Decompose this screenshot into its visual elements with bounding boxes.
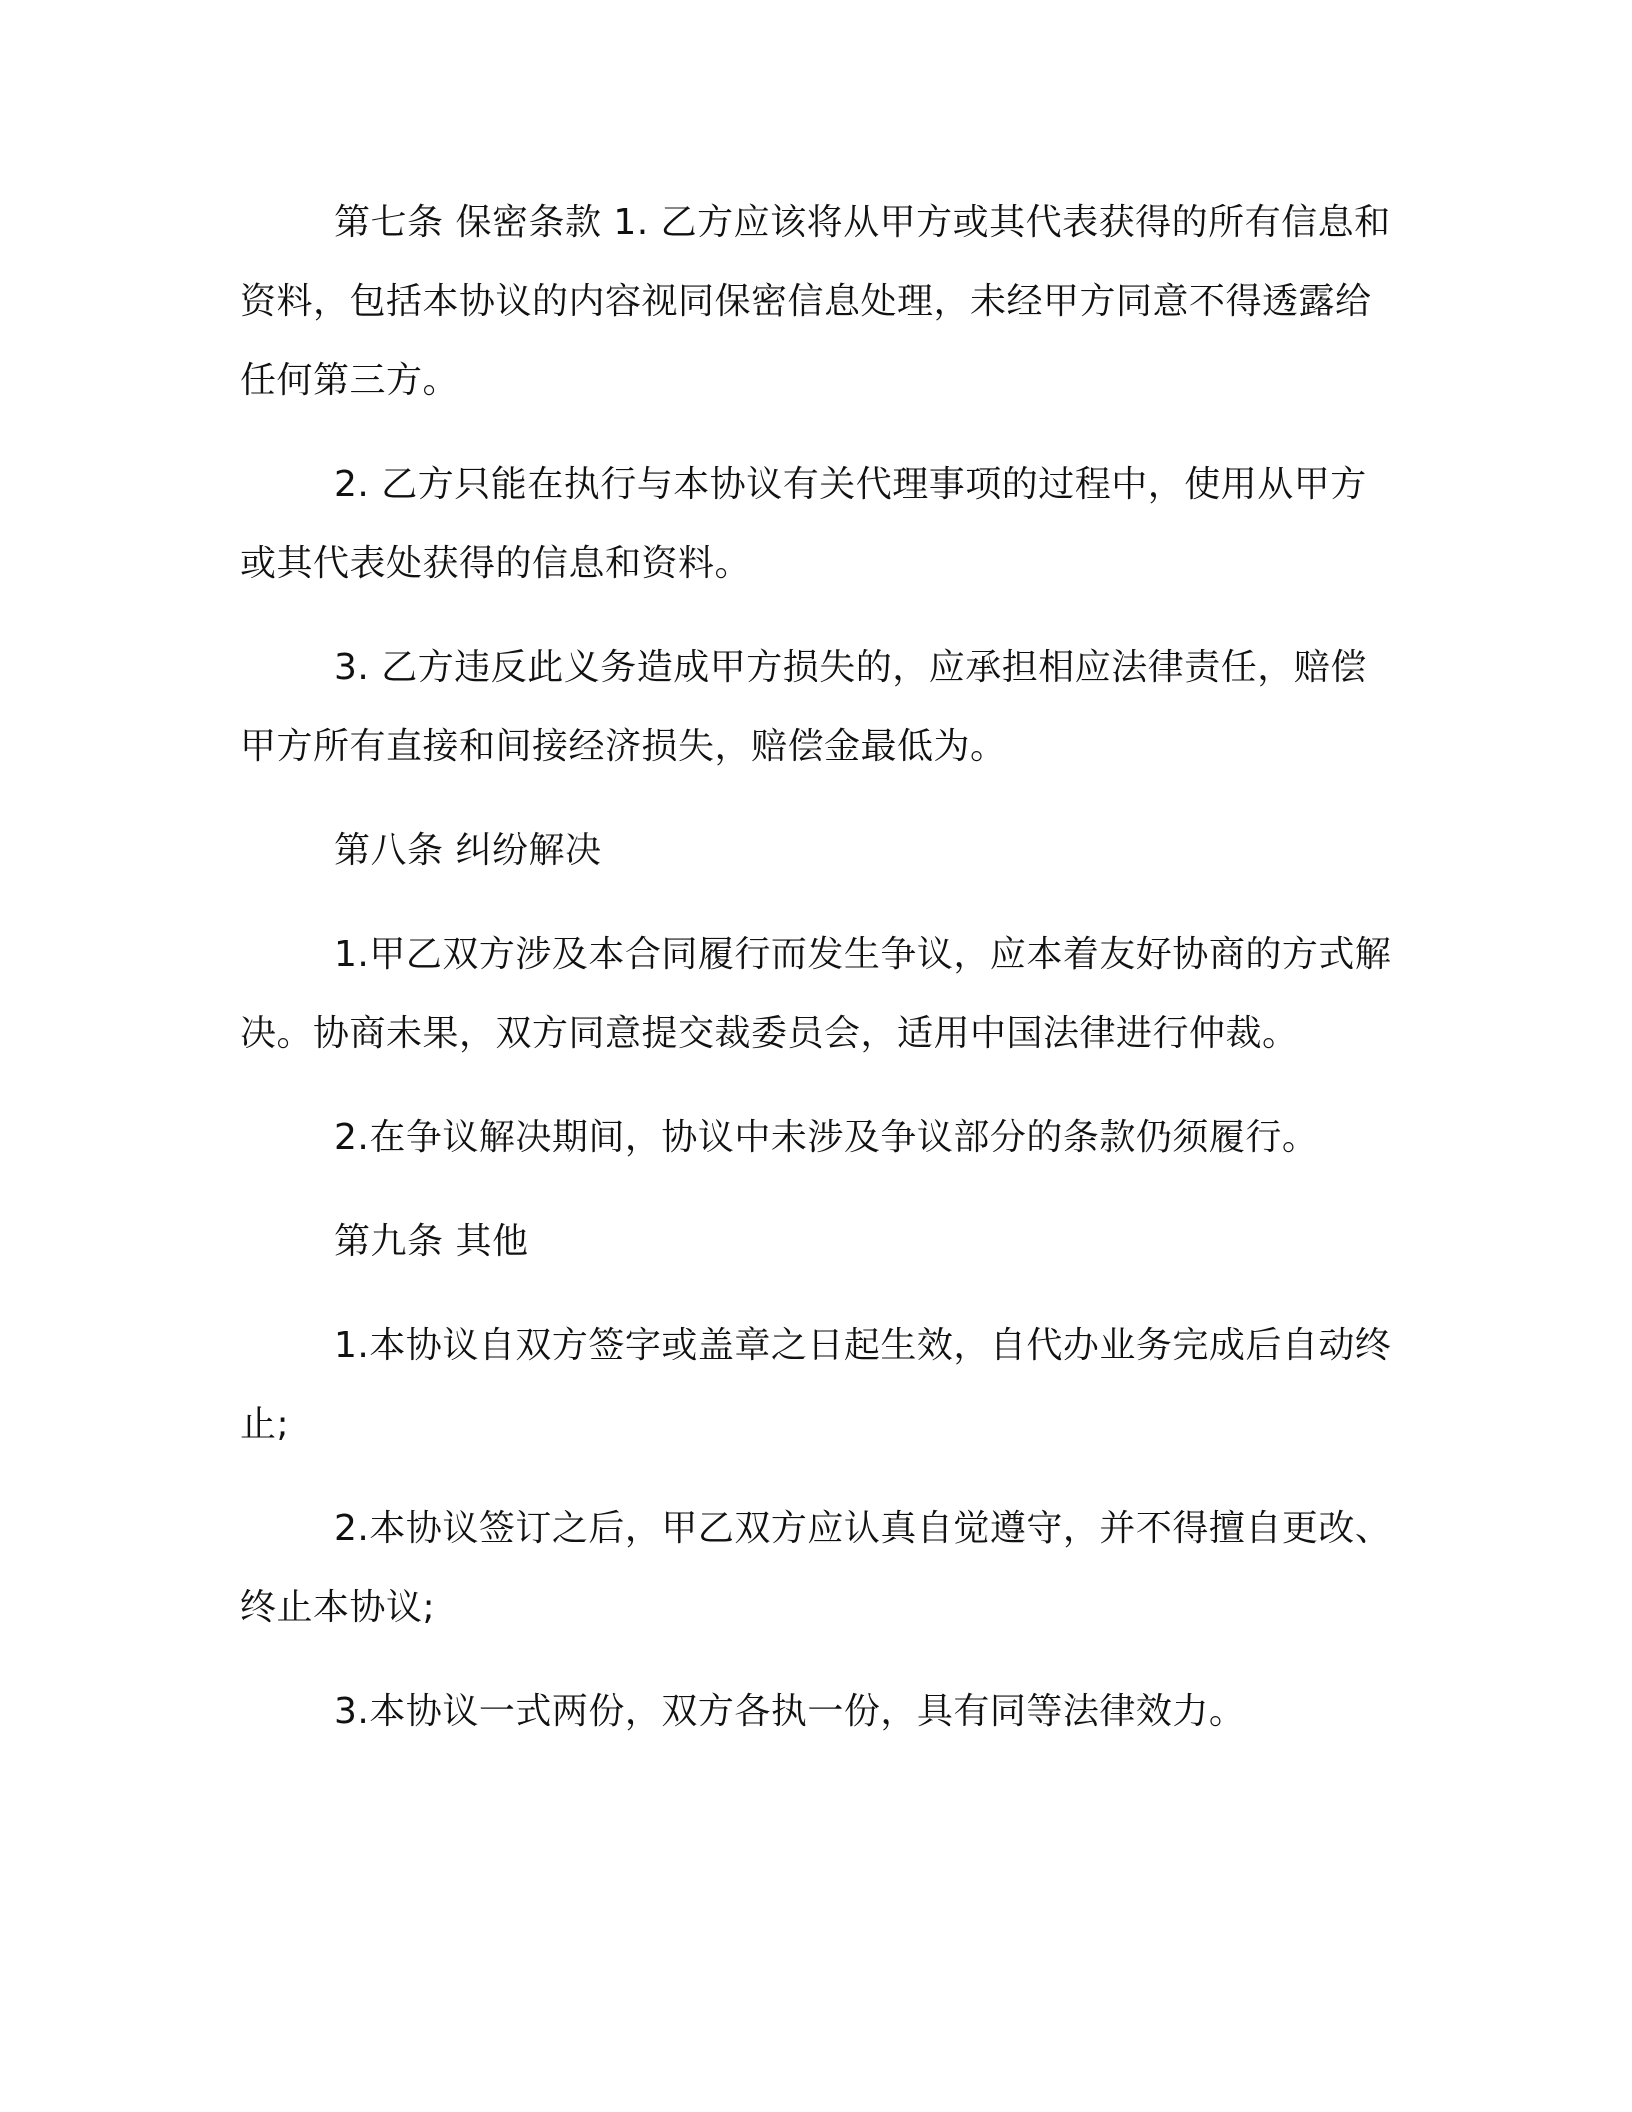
article-9-heading: 第九条 其他 <box>334 1221 529 1262</box>
article-7-clause-2: 2. 乙方只能在执行与本协议有关代理事项的过程中，使用从甲方或其代表处获得的信息和资料。 <box>240 464 1367 584</box>
article-7-clause-3: 3. 乙方违反此义务造成甲方损失的，应承担相应法律责任，赔偿甲方所有直接和间接经济损失，赔偿金最低为。 <box>240 647 1367 767</box>
article-9-clause-3: 3.本协议一式两份，双方各执一份，具有同等法律效力。 <box>334 1691 1246 1732</box>
article-8-clause-2: 2.在争议解决期间，协议中未涉及争议部分的条款仍须履行。 <box>334 1117 1319 1158</box>
document-body <box>240 183 1400 1776</box>
article-9-clause-1: 1.本协议自双方签字或盖章之日起生效，自代办业务完成后自动终止; <box>240 1325 1392 1445</box>
article-7-confidentiality-clause-1: 第七条 保密条款 1. 乙方应该将从甲方或其代表获得的所有信息和资料，包括本协议的内容视同保密信息处理，未经甲方同意不得透露给任何第三方。 <box>240 202 1391 401</box>
article-9-clause-2: 2.本协议签订之后，甲乙双方应认真自觉遵守，并不得擅自更改、终止本协议; <box>240 1508 1392 1628</box>
article-8-heading: 第八条 纠纷解决 <box>334 830 602 871</box>
article-8-clause-1: 1.甲乙双方涉及本合同履行而发生争议，应本着友好协商的方式解决。协商未果，双方同意提交裁委员会，适用中国法律进行仲裁。 <box>240 934 1392 1054</box>
